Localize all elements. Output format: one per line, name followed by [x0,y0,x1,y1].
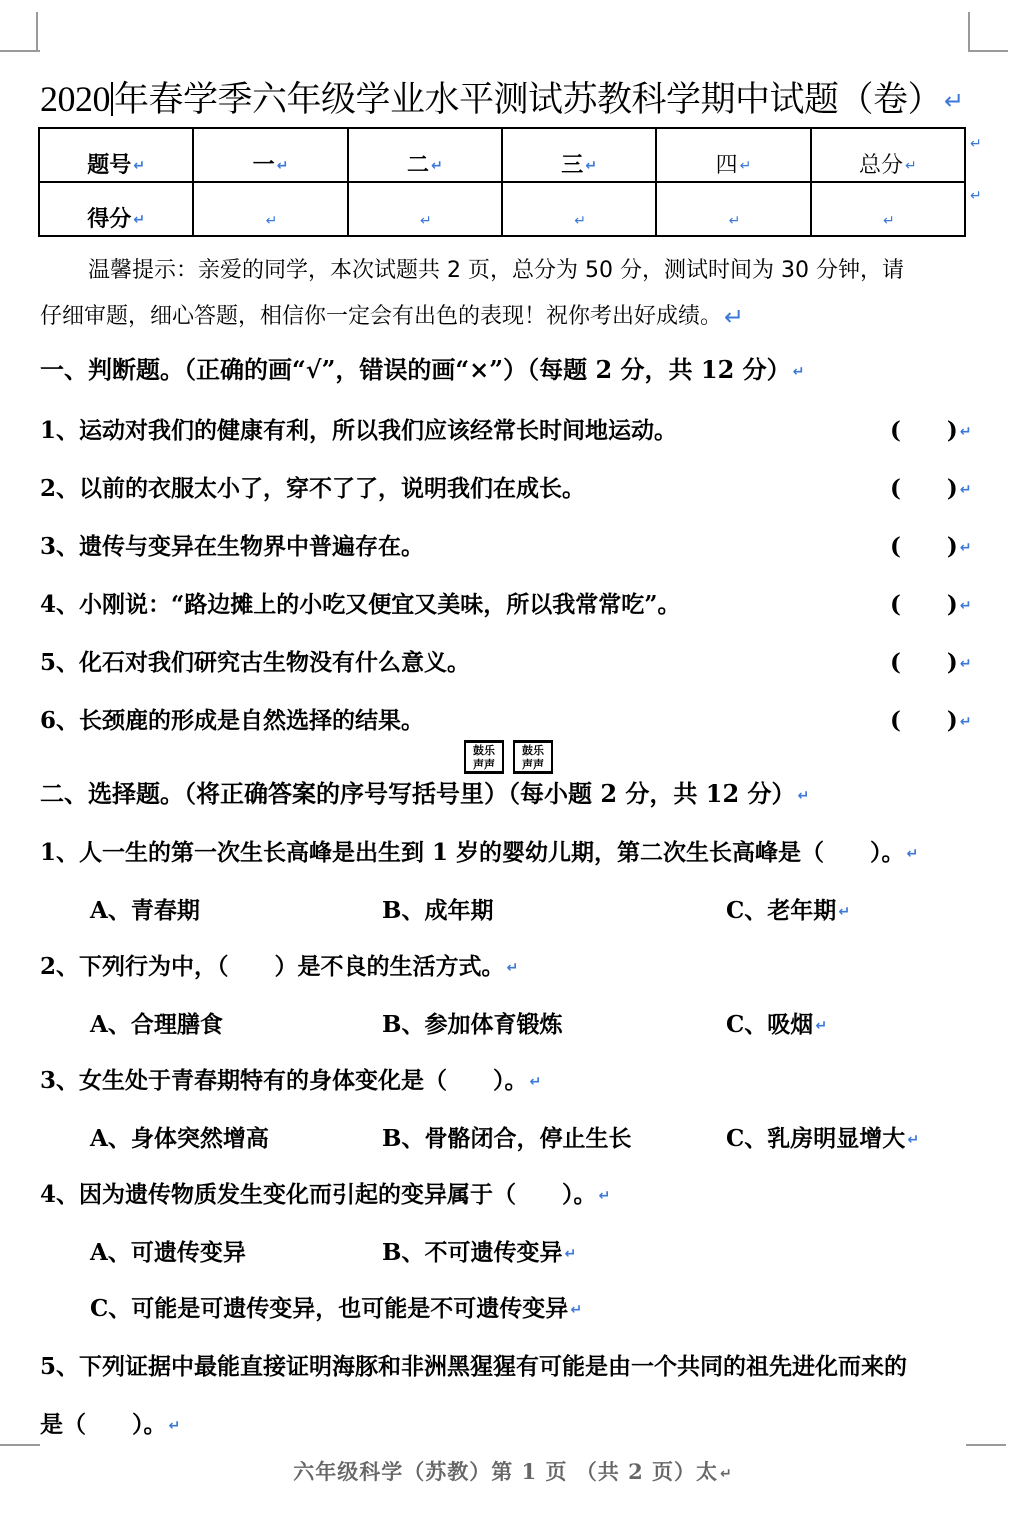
s2-question-2: 2、下列行为中，（ ）是不良的生活方式。 ↵ [40,953,519,980]
s2-question-4: 4、因为遗传物质发生变化而引起的变异属于（ ）。 ↵ [40,1181,611,1208]
section2-heading: 二、选择题。（将正确答案的序号写括号里）（每小题 2 分，共 12 分） ↵ [40,779,810,808]
s1-question-2: 2、以前的衣服太小了，穿不了了，说明我们在成长。 [40,475,586,502]
tip-line-2-wrap [40,294,970,340]
score-table-score-row [39,182,965,236]
score-row-label: 得分 ↵ [39,182,193,236]
s2-q1-option-b[interactable]: B、成年期 [382,897,494,924]
page-footer: 六年级科学（苏教）第 1 页 （共 2 页）太 ↵ [293,1459,733,1484]
s2-q2-option-b[interactable]: B、参加体育锻炼 [382,1011,563,1038]
s2-question-1: 1、人一生的第一次生长高峰是出生到 1 岁的婴幼儿期，第二次生长高峰是（ ）。 ↵ [40,839,919,866]
score-table-header-row [39,128,965,182]
s2-q4-option-a[interactable]: A、可遗传变异 [90,1239,246,1266]
title-year: 2020 [40,79,110,119]
tip-paragraph [40,248,970,340]
crop-mark-bottom-left-h [0,1444,40,1446]
header-cell-4: 四 ↵ [656,128,810,182]
paragraph-mark-icon: ↵ [724,303,745,331]
watermark-logo: 鼓乐 声声 [464,740,504,774]
s1-answer-3[interactable]: ( ) ↵ [890,533,972,560]
header-cell-1: 一 ↵ [193,128,347,182]
crop-mark-top-right-v [968,12,970,52]
score-cell-3[interactable]: ↵ [502,182,656,236]
s2-question-5-line-1: 5、下列证据中最能直接证明海豚和非洲黑猩猩有可能是由一个共同的祖先进化而来的 [40,1353,908,1380]
score-cell-1[interactable]: ↵ [193,182,347,236]
score-cell-4[interactable]: ↵ [656,182,810,236]
s2-q3-option-c[interactable]: C、乳房明显增大 ↵ [726,1125,920,1152]
watermark-logo: 鼓乐 声声 [513,740,553,774]
crop-mark-bottom-right-h [966,1444,1006,1446]
s2-q2-option-c[interactable]: C、吸烟 ↵ [726,1011,828,1038]
s2-q3-option-a[interactable]: A、身体突然增高 [90,1125,269,1152]
row-end-mark-icon: ↵ [970,188,982,204]
s1-answer-2[interactable]: ( ) ↵ [890,475,972,502]
header-cell-label: 题号 ↵ [39,128,193,182]
s2-q4-option-c[interactable]: C、可能是可遗传变异，也可能是不可遗传变异 ↵ [90,1295,583,1322]
paragraph-mark-icon: ↵ [944,87,964,115]
s1-question-6: 6、长颈鹿的形成是自然选择的结果。 [40,707,425,734]
score-cell-total[interactable]: ↵ [811,182,965,236]
s2-question-5-line-2: 是（ ）。 ↵ [40,1411,181,1438]
s2-question-3: 3、女生处于青春期特有的身体变化是（ ）。 ↵ [40,1067,542,1094]
s1-answer-6[interactable]: ( ) ↵ [890,707,972,734]
s2-q1-option-c[interactable]: C、老年期 ↵ [726,897,851,924]
s1-answer-1[interactable]: ( ) ↵ [890,417,972,444]
section1-heading: 一、判断题。（正确的画“√”，错误的画“×”）（每题 2 分，共 12 分） ↵ [40,355,805,384]
s1-answer-4[interactable]: ( ) ↵ [890,591,972,618]
crop-mark-top-right-h [968,50,1008,52]
s2-q2-option-a[interactable]: A、合理膳食 [90,1011,223,1038]
s1-question-5: 5、化石对我们研究古生物没有什么意义。 [40,649,471,676]
crop-mark-top-left-h [0,50,40,52]
s2-q1-option-a[interactable]: A、青春期 [90,897,200,924]
s1-answer-5[interactable]: ( ) ↵ [890,649,972,676]
header-cell-3: 三 ↵ [502,128,656,182]
header-cell-2: 二 ↵ [348,128,502,182]
score-cell-2[interactable]: ↵ [348,182,502,236]
text-cursor [111,82,113,116]
s2-q3-option-b[interactable]: B、骨骼闭合，停止生长 [382,1125,632,1152]
s2-q4-option-b[interactable]: B、不可遗传变异 ↵ [382,1239,577,1266]
s1-question-3: 3、遗传与变异在生物界中普遍存在。 [40,533,425,560]
s1-question-1: 1、运动对我们的健康有利，所以我们应该经常长时间地运动。 [40,417,678,444]
tip-line-1: 温馨提示：亲爱的同学，本次试题共 2 页，总分为 50 分，测试时间为 30 分钟，请 [88,258,904,283]
crop-mark-top-left-v [36,12,38,52]
row-end-mark-icon: ↵ [970,136,982,152]
s1-question-4: 4、小刚说：“路边摊上的小吃又便宜又美味，所以我常常吃”。 [40,591,681,618]
title-text: 年春学季六年级学业水平测试苏教科学期中试题（卷） [114,80,943,120]
score-table [38,127,966,237]
tip-line-2: 仔细审题，细心答题，相信你一定会有出色的表现！祝你考出好成绩。 [40,304,723,329]
header-cell-total: 总分 ↵ [811,128,965,182]
page-title [40,72,1000,122]
